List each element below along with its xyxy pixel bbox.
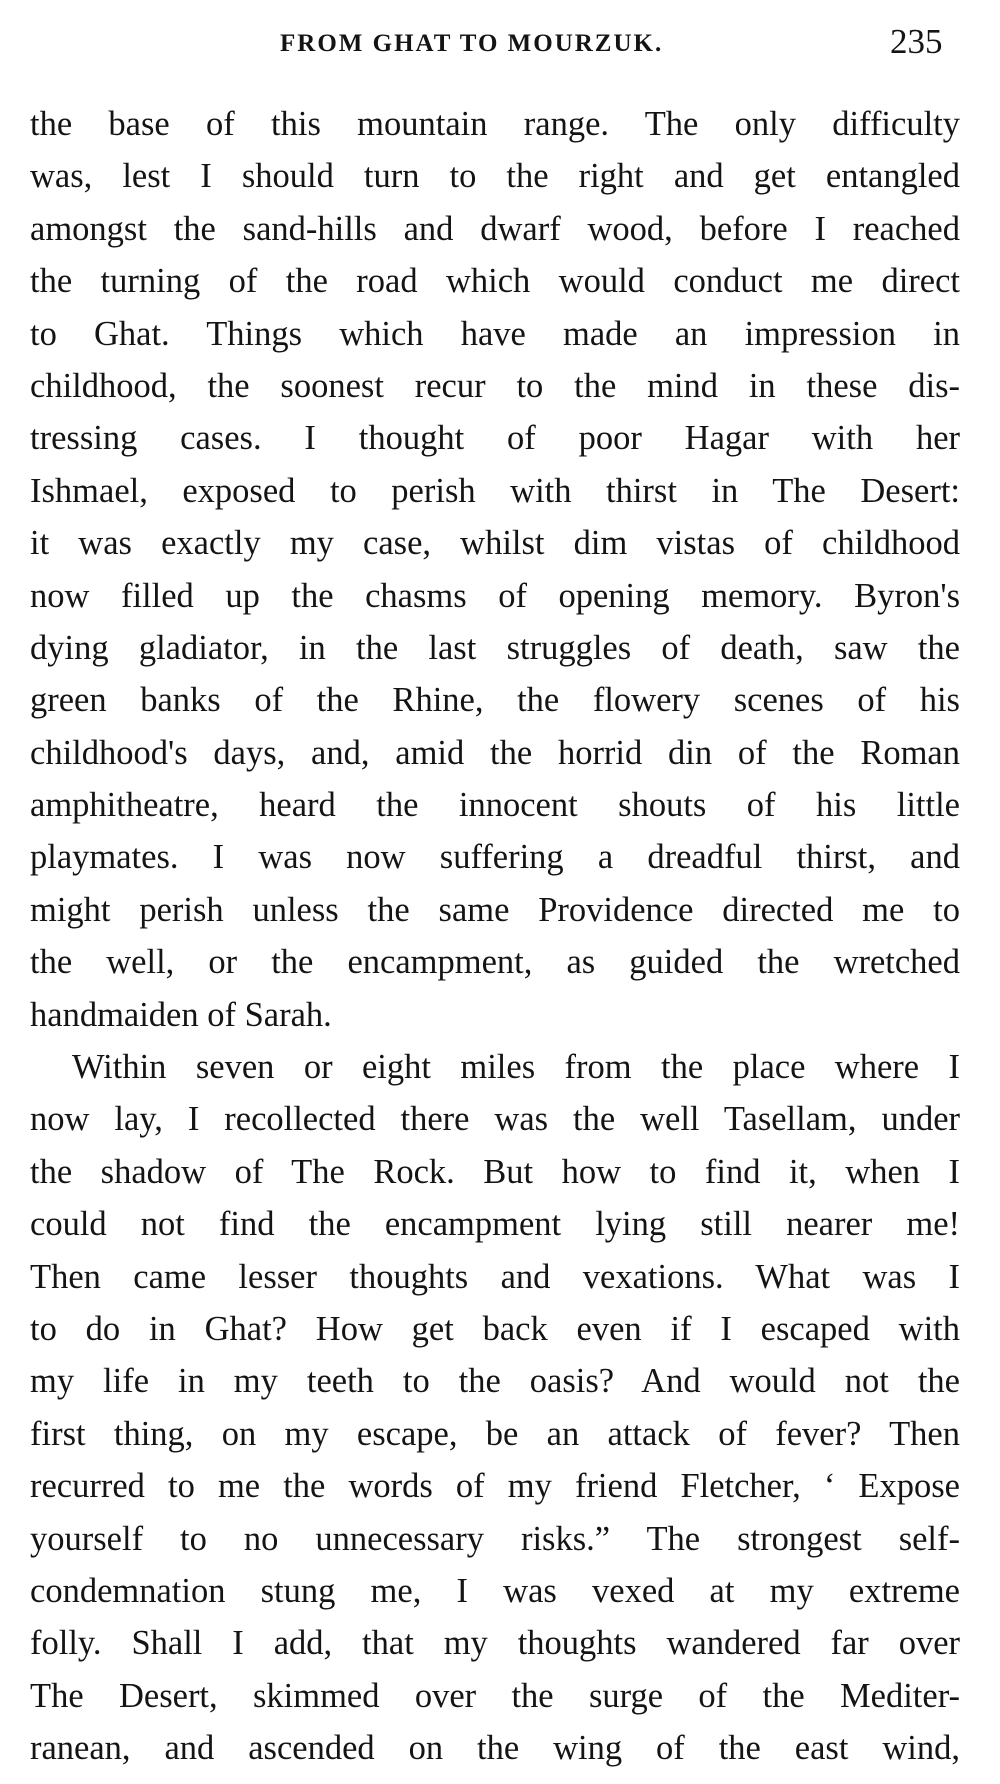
- paragraph-1: [30, 98, 960, 1041]
- text-line: recurred to me the words of my friend Fletcher, ‘ Expose: [30, 1467, 960, 1506]
- text-line: handmaiden of Sarah.: [30, 995, 332, 1034]
- text-line: it was exactly my case, whilst dim vistas of childhood: [30, 524, 960, 563]
- text-line: Ishmael, exposed to perish with thirst in The Desert:: [30, 471, 960, 510]
- page-number: 235: [890, 22, 943, 61]
- text-line: condemnation stung me, I was vexed at my extreme: [30, 1571, 960, 1610]
- text-line: the base of this mountain range. The only difficulty: [30, 105, 960, 143]
- text-line: childhood's days, and, amid the horrid din of the Roman: [30, 733, 960, 772]
- text-line: the shadow of The Rock. But how to find it, when I: [30, 1152, 960, 1191]
- text-line: now filled up the chasms of opening memory. Byron's: [30, 576, 960, 615]
- text-line: could not find the encampment lying still nearer me!: [30, 1205, 960, 1244]
- body-text: [30, 98, 960, 1775]
- text-line: ranean, and ascended on the wing of the east wind,: [30, 1729, 960, 1768]
- text-line: dying gladiator, in the last struggles of death, saw the: [30, 628, 960, 667]
- text-line: the turning of the road which would conduct me direct: [30, 262, 960, 301]
- text-line: might perish unless the same Providence directed me to: [30, 890, 960, 929]
- text-line: amphitheatre, heard the innocent shouts of his little: [30, 786, 960, 825]
- text-line: to do in Ghat? How get back even if I escaped with: [30, 1309, 960, 1348]
- text-line: now lay, I recollected there was the well Tasellam, under: [30, 1100, 960, 1139]
- text-line: the well, or the encampment, as guided the wretched: [30, 943, 960, 982]
- text-line: The Desert, skimmed over the surge of the Mediter-: [30, 1676, 960, 1715]
- text-line: to Ghat. Things which have made an impression in: [30, 314, 960, 353]
- text-line: green banks of the Rhine, the flowery scenes of his: [30, 681, 960, 720]
- text-line: was, lest I should turn to the right and get entangled: [30, 157, 960, 196]
- text-line: Then came lesser thoughts and vexations. What was I: [30, 1257, 960, 1296]
- text-line: amongst the sand-hills and dwarf wood, before I reached: [30, 209, 960, 248]
- page-header: [0, 22, 1000, 62]
- text-line: tressing cases. I thought of poor Hagar with her: [30, 419, 960, 458]
- text-line: Within seven or eight miles from the place where I: [72, 1048, 960, 1087]
- paragraph-2: [30, 1041, 960, 1774]
- running-title: FROM GHAT TO MOURZUK.: [280, 30, 664, 57]
- text-line: folly. Shall I add, that my thoughts wandered far over: [30, 1624, 960, 1663]
- text-line: childhood, the soonest recur to the mind in these dis-: [30, 366, 960, 405]
- text-line: playmates. I was now suffering a dreadful thirst, and: [30, 838, 960, 877]
- text-line: yourself to no unnecessary risks.” The strongest self-: [30, 1519, 960, 1558]
- text-line: first thing, on my escape, be an attack of fever? Then: [30, 1414, 960, 1453]
- text-line: my life in my teeth to the oasis? And would not the: [30, 1362, 960, 1401]
